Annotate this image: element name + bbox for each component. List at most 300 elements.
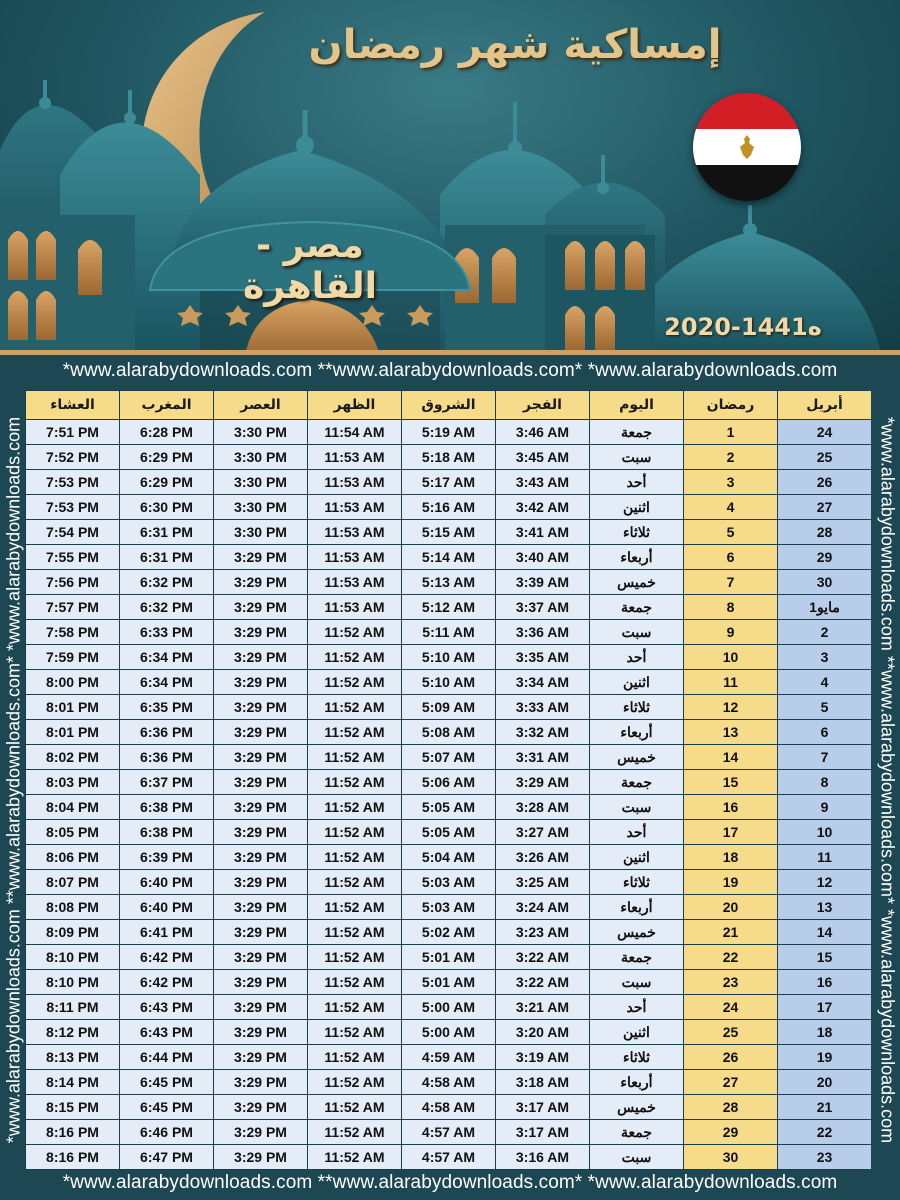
isha-cell: 7:56 PM xyxy=(26,570,119,594)
day-cell: أربعاء xyxy=(590,720,683,744)
table-row xyxy=(26,1045,871,1069)
asr-cell: 3:29 PM xyxy=(214,795,307,819)
date-cell: 6 xyxy=(778,720,871,744)
asr-cell: 3:29 PM xyxy=(214,1095,307,1119)
date-cell: 20 xyxy=(778,1070,871,1094)
date-cell: 15 xyxy=(778,945,871,969)
table-row xyxy=(26,795,871,819)
maghrib-cell: 6:34 PM xyxy=(120,670,213,694)
fajr-cell: 3:27 AM xyxy=(496,820,589,844)
maghrib-cell: 6:31 PM xyxy=(120,520,213,544)
column-header-isha: العشاء xyxy=(26,391,119,419)
isha-cell: 7:58 PM xyxy=(26,620,119,644)
dhuhr-cell: 11:52 AM xyxy=(308,795,401,819)
date-cell: 18 xyxy=(778,1020,871,1044)
sunrise-cell: 5:01 AM xyxy=(402,945,495,969)
day-cell: أحد xyxy=(590,470,683,494)
sunrise-cell: 5:09 AM xyxy=(402,695,495,719)
asr-cell: 3:29 PM xyxy=(214,845,307,869)
fajr-cell: 3:20 AM xyxy=(496,1020,589,1044)
date-cell: 7 xyxy=(778,745,871,769)
isha-cell: 7:54 PM xyxy=(26,520,119,544)
asr-cell: 3:30 PM xyxy=(214,420,307,444)
ramadan-day-cell: 30 xyxy=(684,1145,777,1169)
asr-cell: 3:29 PM xyxy=(214,820,307,844)
table-row xyxy=(26,645,871,669)
day-cell: سبت xyxy=(590,795,683,819)
asr-cell: 3:30 PM xyxy=(214,520,307,544)
sunrise-cell: 4:58 AM xyxy=(402,1095,495,1119)
day-cell: أربعاء xyxy=(590,545,683,569)
isha-cell: 7:59 PM xyxy=(26,645,119,669)
ramadan-day-cell: 5 xyxy=(684,520,777,544)
sunrise-cell: 5:07 AM xyxy=(402,745,495,769)
dhuhr-cell: 11:53 AM xyxy=(308,520,401,544)
dhuhr-cell: 11:53 AM xyxy=(308,545,401,569)
fajr-cell: 3:22 AM xyxy=(496,945,589,969)
dhuhr-cell: 11:52 AM xyxy=(308,1045,401,1069)
fajr-cell: 3:43 AM xyxy=(496,470,589,494)
asr-cell: 3:29 PM xyxy=(214,1145,307,1169)
table-row xyxy=(26,920,871,944)
table-row xyxy=(26,520,871,544)
sunrise-cell: 5:16 AM xyxy=(402,495,495,519)
maghrib-cell: 6:33 PM xyxy=(120,620,213,644)
fajr-cell: 3:33 AM xyxy=(496,695,589,719)
asr-cell: 3:29 PM xyxy=(214,595,307,619)
fajr-cell: 3:46 AM xyxy=(496,420,589,444)
maghrib-cell: 6:38 PM xyxy=(120,820,213,844)
day-cell: اثنين xyxy=(590,495,683,519)
dhuhr-cell: 11:52 AM xyxy=(308,720,401,744)
fajr-cell: 3:23 AM xyxy=(496,920,589,944)
dhuhr-cell: 11:52 AM xyxy=(308,970,401,994)
maghrib-cell: 6:37 PM xyxy=(120,770,213,794)
fajr-cell: 3:39 AM xyxy=(496,570,589,594)
watermark-right xyxy=(875,388,899,1172)
asr-cell: 3:29 PM xyxy=(214,545,307,569)
maghrib-cell: 6:45 PM xyxy=(120,1095,213,1119)
day-cell: ثلاثاء xyxy=(590,695,683,719)
dhuhr-cell: 11:53 AM xyxy=(308,595,401,619)
ramadan-day-cell: 22 xyxy=(684,945,777,969)
isha-cell: 8:04 PM xyxy=(26,795,119,819)
column-header-sunrise: الشروق xyxy=(402,391,495,419)
asr-cell: 3:29 PM xyxy=(214,1120,307,1144)
table-row xyxy=(26,620,871,644)
ramadan-day-cell: 15 xyxy=(684,770,777,794)
isha-cell: 8:05 PM xyxy=(26,820,119,844)
date-cell: 16 xyxy=(778,970,871,994)
dhuhr-cell: 11:52 AM xyxy=(308,1070,401,1094)
day-cell: خميس xyxy=(590,1095,683,1119)
ramadan-day-cell: 24 xyxy=(684,995,777,1019)
page-title: إمساكية شهر رمضان xyxy=(308,22,722,68)
date-cell: 26 xyxy=(778,470,871,494)
fajr-cell: 3:34 AM xyxy=(496,670,589,694)
table-body xyxy=(26,420,871,1169)
sunrise-cell: 5:11 AM xyxy=(402,620,495,644)
table-row xyxy=(26,595,871,619)
day-cell: خميس xyxy=(590,570,683,594)
ramadan-day-cell: 28 xyxy=(684,1095,777,1119)
ramadan-day-cell: 20 xyxy=(684,895,777,919)
dhuhr-cell: 11:52 AM xyxy=(308,845,401,869)
date-cell: 21 xyxy=(778,1095,871,1119)
sunrise-cell: 5:05 AM xyxy=(402,795,495,819)
dhuhr-cell: 11:54 AM xyxy=(308,420,401,444)
watermark-bottom: *www.alarabydownloads.com **www.alarabydownloads.com* *www.alarabydownloads.com xyxy=(62,1172,838,1193)
date-cell: 4 xyxy=(778,670,871,694)
isha-cell: 8:13 PM xyxy=(26,1045,119,1069)
maghrib-cell: 6:36 PM xyxy=(120,720,213,744)
fajr-cell: 3:42 AM xyxy=(496,495,589,519)
sunrise-cell: 5:04 AM xyxy=(402,845,495,869)
asr-cell: 3:29 PM xyxy=(214,720,307,744)
maghrib-cell: 6:45 PM xyxy=(120,1070,213,1094)
table-row xyxy=(26,745,871,769)
asr-cell: 3:29 PM xyxy=(214,1020,307,1044)
asr-cell: 3:29 PM xyxy=(214,620,307,644)
fajr-cell: 3:18 AM xyxy=(496,1070,589,1094)
isha-cell: 8:10 PM xyxy=(26,945,119,969)
ramadan-day-cell: 29 xyxy=(684,1120,777,1144)
day-cell: جمعة xyxy=(590,945,683,969)
maghrib-cell: 6:47 PM xyxy=(120,1145,213,1169)
column-header-april: أبريل xyxy=(778,391,871,419)
asr-cell: 3:29 PM xyxy=(214,920,307,944)
eagle-emblem-icon xyxy=(737,133,757,161)
day-cell: خميس xyxy=(590,920,683,944)
dhuhr-cell: 11:52 AM xyxy=(308,645,401,669)
isha-cell: 8:11 PM xyxy=(26,995,119,1019)
date-cell: 11 xyxy=(778,845,871,869)
fajr-cell: 3:22 AM xyxy=(496,970,589,994)
sunrise-cell: 5:01 AM xyxy=(402,970,495,994)
sunrise-cell: 5:10 AM xyxy=(402,645,495,669)
date-cell: 25 xyxy=(778,445,871,469)
maghrib-cell: 6:40 PM xyxy=(120,870,213,894)
asr-cell: 3:29 PM xyxy=(214,1070,307,1094)
sunrise-cell: 5:08 AM xyxy=(402,720,495,744)
asr-cell: 3:30 PM xyxy=(214,495,307,519)
column-header-asr: العصر xyxy=(214,391,307,419)
watermark-top: *www.alarabydownloads.com **www.alarabydownloads.com* *www.alarabydownloads.com xyxy=(62,360,838,381)
dhuhr-cell: 11:52 AM xyxy=(308,920,401,944)
maghrib-cell: 6:44 PM xyxy=(120,1045,213,1069)
table-row xyxy=(26,945,871,969)
day-cell: جمعة xyxy=(590,770,683,794)
day-cell: أحد xyxy=(590,820,683,844)
column-header-maghrib: المغرب xyxy=(120,391,213,419)
ramadan-day-cell: 21 xyxy=(684,920,777,944)
sunrise-cell: 5:12 AM xyxy=(402,595,495,619)
dhuhr-cell: 11:52 AM xyxy=(308,1020,401,1044)
sunrise-cell: 5:15 AM xyxy=(402,520,495,544)
day-cell: أحد xyxy=(590,995,683,1019)
sunrise-cell: 5:10 AM xyxy=(402,670,495,694)
table-header-row xyxy=(26,391,871,419)
sunrise-cell: 5:19 AM xyxy=(402,420,495,444)
isha-cell: 8:02 PM xyxy=(26,745,119,769)
dhuhr-cell: 11:52 AM xyxy=(308,995,401,1019)
sunrise-cell: 5:17 AM xyxy=(402,470,495,494)
isha-cell: 7:53 PM xyxy=(26,470,119,494)
table-row xyxy=(26,870,871,894)
column-header-dhuhr: الظهر xyxy=(308,391,401,419)
dhuhr-cell: 11:53 AM xyxy=(308,495,401,519)
table-row xyxy=(26,670,871,694)
day-cell: أربعاء xyxy=(590,895,683,919)
prayer-times-table xyxy=(25,390,872,1170)
ramadan-day-cell: 12 xyxy=(684,695,777,719)
asr-cell: 3:29 PM xyxy=(214,645,307,669)
isha-cell: 7:57 PM xyxy=(26,595,119,619)
fajr-cell: 3:17 AM xyxy=(496,1095,589,1119)
dhuhr-cell: 11:52 AM xyxy=(308,945,401,969)
table-row xyxy=(26,445,871,469)
maghrib-cell: 6:39 PM xyxy=(120,845,213,869)
sunrise-cell: 4:57 AM xyxy=(402,1120,495,1144)
isha-cell: 7:51 PM xyxy=(26,420,119,444)
table-row xyxy=(26,1020,871,1044)
date-cell: 29 xyxy=(778,545,871,569)
sunrise-cell: 5:05 AM xyxy=(402,820,495,844)
date-cell: 22 xyxy=(778,1120,871,1144)
ramadan-day-cell: 26 xyxy=(684,1045,777,1069)
maghrib-cell: 6:32 PM xyxy=(120,595,213,619)
isha-cell: 8:00 PM xyxy=(26,670,119,694)
day-cell: جمعة xyxy=(590,1120,683,1144)
isha-cell: 8:09 PM xyxy=(26,920,119,944)
ramadan-day-cell: 19 xyxy=(684,870,777,894)
sunrise-cell: 5:06 AM xyxy=(402,770,495,794)
fajr-cell: 3:40 AM xyxy=(496,545,589,569)
table-row xyxy=(26,1095,871,1119)
date-cell: 9 xyxy=(778,795,871,819)
date-cell: 1مايو xyxy=(778,595,871,619)
sunrise-cell: 5:13 AM xyxy=(402,570,495,594)
dhuhr-cell: 11:52 AM xyxy=(308,670,401,694)
asr-cell: 3:29 PM xyxy=(214,770,307,794)
day-cell: جمعة xyxy=(590,420,683,444)
table-row xyxy=(26,570,871,594)
isha-cell: 7:53 PM xyxy=(26,495,119,519)
fajr-cell: 3:31 AM xyxy=(496,745,589,769)
isha-cell: 8:14 PM xyxy=(26,1070,119,1094)
ramadan-day-cell: 17 xyxy=(684,820,777,844)
maghrib-cell: 6:38 PM xyxy=(120,795,213,819)
day-cell: ثلاثاء xyxy=(590,1045,683,1069)
fajr-cell: 3:19 AM xyxy=(496,1045,589,1069)
table-row xyxy=(26,470,871,494)
ramadan-day-cell: 1 xyxy=(684,420,777,444)
city-label: مصر - القاهرة xyxy=(243,225,377,307)
table-row xyxy=(26,895,871,919)
date-cell: 28 xyxy=(778,520,871,544)
date-cell: 2 xyxy=(778,620,871,644)
table-row xyxy=(26,720,871,744)
fajr-cell: 3:21 AM xyxy=(496,995,589,1019)
maghrib-cell: 6:36 PM xyxy=(120,745,213,769)
day-cell: أحد xyxy=(590,645,683,669)
dhuhr-cell: 11:52 AM xyxy=(308,1095,401,1119)
table-row xyxy=(26,695,871,719)
isha-cell: 8:16 PM xyxy=(26,1120,119,1144)
isha-cell: 8:16 PM xyxy=(26,1145,119,1169)
asr-cell: 3:29 PM xyxy=(214,695,307,719)
fajr-cell: 3:36 AM xyxy=(496,620,589,644)
ramadan-day-cell: 23 xyxy=(684,970,777,994)
fajr-cell: 3:37 AM xyxy=(496,595,589,619)
asr-cell: 3:30 PM xyxy=(214,445,307,469)
dhuhr-cell: 11:53 AM xyxy=(308,445,401,469)
ramadan-day-cell: 25 xyxy=(684,1020,777,1044)
asr-cell: 3:30 PM xyxy=(214,470,307,494)
dhuhr-cell: 11:53 AM xyxy=(308,570,401,594)
maghrib-cell: 6:41 PM xyxy=(120,920,213,944)
sunrise-cell: 4:57 AM xyxy=(402,1145,495,1169)
fajr-cell: 3:45 AM xyxy=(496,445,589,469)
isha-cell: 8:03 PM xyxy=(26,770,119,794)
maghrib-cell: 6:43 PM xyxy=(120,995,213,1019)
fajr-cell: 3:25 AM xyxy=(496,870,589,894)
day-cell: جمعة xyxy=(590,595,683,619)
column-header-fajr: الفجر xyxy=(496,391,589,419)
fajr-cell: 3:41 AM xyxy=(496,520,589,544)
dhuhr-cell: 11:52 AM xyxy=(308,1120,401,1144)
ramadan-day-cell: 9 xyxy=(684,620,777,644)
isha-cell: 8:07 PM xyxy=(26,870,119,894)
dhuhr-cell: 11:52 AM xyxy=(308,820,401,844)
maghrib-cell: 6:32 PM xyxy=(120,570,213,594)
maghrib-cell: 6:43 PM xyxy=(120,1020,213,1044)
table-row xyxy=(26,545,871,569)
table-row xyxy=(26,1070,871,1094)
date-cell: 3 xyxy=(778,645,871,669)
table-row xyxy=(26,495,871,519)
watermark-right-text: *www.alarabydownloads.com **www.alarabydownloads.com* *www.alarabydownloads.com xyxy=(877,416,898,1144)
isha-cell: 7:55 PM xyxy=(26,545,119,569)
sunrise-cell: 4:58 AM xyxy=(402,1070,495,1094)
ramadan-day-cell: 2 xyxy=(684,445,777,469)
sunrise-cell: 5:03 AM xyxy=(402,870,495,894)
fajr-cell: 3:28 AM xyxy=(496,795,589,819)
dhuhr-cell: 11:52 AM xyxy=(308,745,401,769)
table-row xyxy=(26,1120,871,1144)
year-label: 2020-1441ه xyxy=(664,313,822,341)
day-cell: اثنين xyxy=(590,670,683,694)
table-row xyxy=(26,970,871,994)
column-header-ramadan: رمضان xyxy=(684,391,777,419)
day-cell: سبت xyxy=(590,970,683,994)
date-cell: 12 xyxy=(778,870,871,894)
dhuhr-cell: 11:52 AM xyxy=(308,1145,401,1169)
isha-cell: 8:10 PM xyxy=(26,970,119,994)
dhuhr-cell: 11:52 AM xyxy=(308,895,401,919)
date-cell: 17 xyxy=(778,995,871,1019)
day-cell: ثلاثاء xyxy=(590,520,683,544)
isha-cell: 8:15 PM xyxy=(26,1095,119,1119)
table-row xyxy=(26,845,871,869)
sunrise-cell: 5:03 AM xyxy=(402,895,495,919)
dhuhr-cell: 11:52 AM xyxy=(308,770,401,794)
day-cell: سبت xyxy=(590,620,683,644)
ramadan-day-cell: 18 xyxy=(684,845,777,869)
isha-cell: 8:08 PM xyxy=(26,895,119,919)
ramadan-day-cell: 6 xyxy=(684,545,777,569)
fajr-cell: 3:29 AM xyxy=(496,770,589,794)
asr-cell: 3:29 PM xyxy=(214,745,307,769)
fajr-cell: 3:24 AM xyxy=(496,895,589,919)
maghrib-cell: 6:31 PM xyxy=(120,545,213,569)
dhuhr-cell: 11:52 AM xyxy=(308,870,401,894)
ramadan-day-cell: 7 xyxy=(684,570,777,594)
date-cell: 30 xyxy=(778,570,871,594)
fajr-cell: 3:32 AM xyxy=(496,720,589,744)
ramadan-day-cell: 13 xyxy=(684,720,777,744)
asr-cell: 3:29 PM xyxy=(214,895,307,919)
day-cell: اثنين xyxy=(590,1020,683,1044)
ramadan-day-cell: 27 xyxy=(684,1070,777,1094)
asr-cell: 3:29 PM xyxy=(214,995,307,1019)
maghrib-cell: 6:29 PM xyxy=(120,445,213,469)
column-header-day: اليوم xyxy=(590,391,683,419)
table-row xyxy=(26,1145,871,1169)
date-cell: 19 xyxy=(778,1045,871,1069)
schedule-table-container xyxy=(25,390,868,1170)
date-cell: 10 xyxy=(778,820,871,844)
isha-cell: 8:12 PM xyxy=(26,1020,119,1044)
dhuhr-cell: 11:53 AM xyxy=(308,470,401,494)
asr-cell: 3:29 PM xyxy=(214,1045,307,1069)
asr-cell: 3:29 PM xyxy=(214,670,307,694)
maghrib-cell: 6:35 PM xyxy=(120,695,213,719)
watermark-left xyxy=(2,388,26,1172)
day-cell: اثنين xyxy=(590,845,683,869)
dhuhr-cell: 11:52 AM xyxy=(308,620,401,644)
dhuhr-cell: 11:52 AM xyxy=(308,695,401,719)
day-cell: خميس xyxy=(590,745,683,769)
table-row xyxy=(26,770,871,794)
egypt-flag-icon xyxy=(693,93,801,201)
isha-cell: 8:06 PM xyxy=(26,845,119,869)
header-banner xyxy=(0,0,900,355)
asr-cell: 3:29 PM xyxy=(214,945,307,969)
maghrib-cell: 6:42 PM xyxy=(120,945,213,969)
maghrib-cell: 6:34 PM xyxy=(120,645,213,669)
maghrib-cell: 6:28 PM xyxy=(120,420,213,444)
date-cell: 23 xyxy=(778,1145,871,1169)
table-row xyxy=(26,820,871,844)
day-cell: سبت xyxy=(590,445,683,469)
asr-cell: 3:29 PM xyxy=(214,970,307,994)
date-cell: 27 xyxy=(778,495,871,519)
day-cell: أربعاء xyxy=(590,1070,683,1094)
ramadan-day-cell: 14 xyxy=(684,745,777,769)
fajr-cell: 3:17 AM xyxy=(496,1120,589,1144)
asr-cell: 3:29 PM xyxy=(214,570,307,594)
date-cell: 8 xyxy=(778,770,871,794)
sunrise-cell: 5:18 AM xyxy=(402,445,495,469)
day-cell: ثلاثاء xyxy=(590,870,683,894)
fajr-cell: 3:26 AM xyxy=(496,845,589,869)
sunrise-cell: 5:02 AM xyxy=(402,920,495,944)
sunrise-cell: 4:59 AM xyxy=(402,1045,495,1069)
ramadan-day-cell: 11 xyxy=(684,670,777,694)
sunrise-cell: 5:00 AM xyxy=(402,995,495,1019)
date-cell: 13 xyxy=(778,895,871,919)
